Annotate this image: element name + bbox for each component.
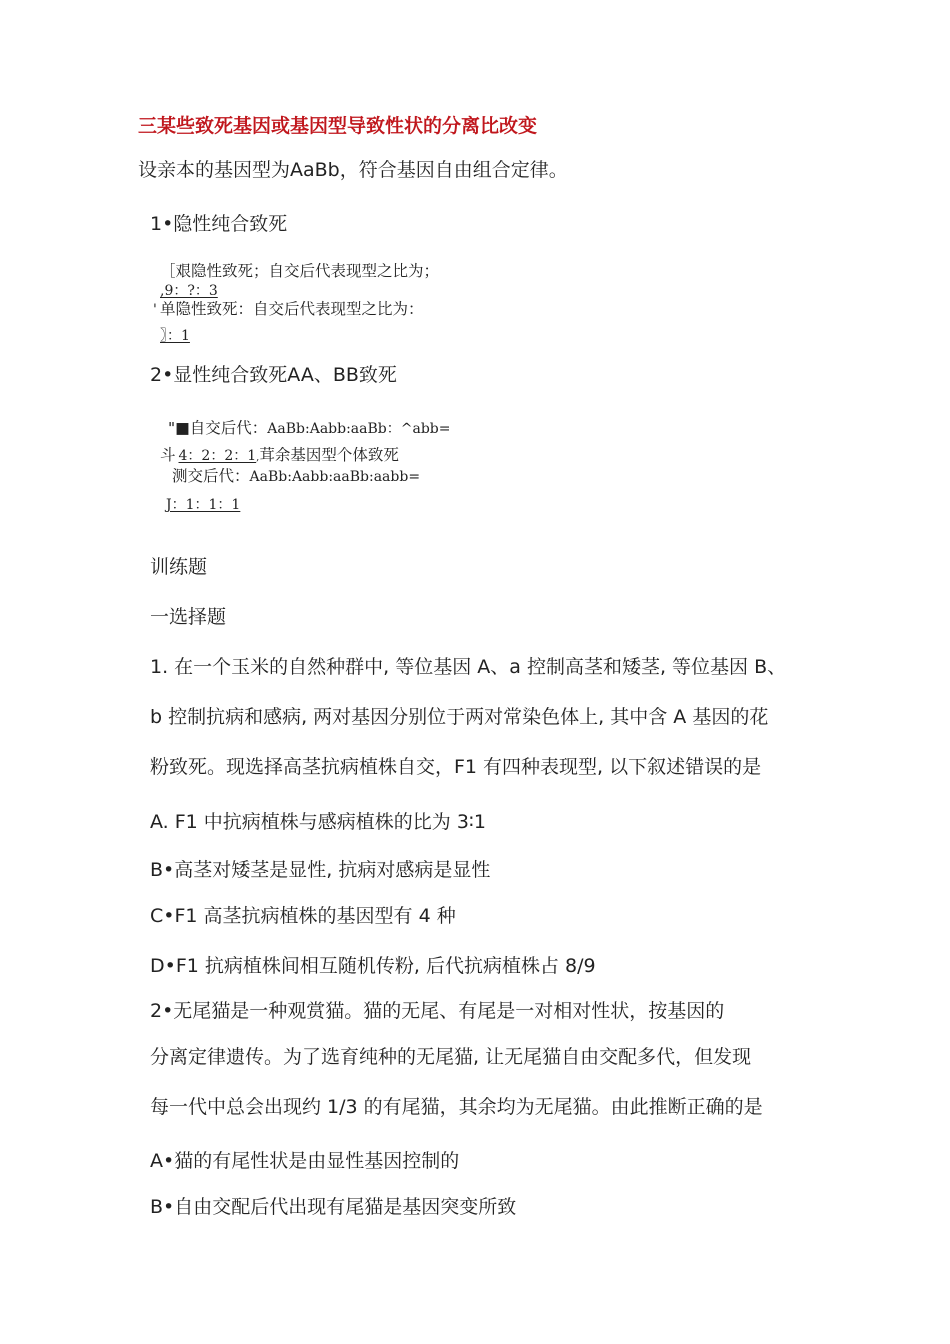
- testcross-line: [172, 468, 420, 485]
- q2-line1: 2•无尾猫是一种观赏猫。猫的无尾、有尾是一对相对性状，按基因的: [150, 1000, 725, 1022]
- selfcross-formula: AaBb:Aabb:aaBb：^abb=: [267, 421, 451, 437]
- section-heading: 三某些致死基因或基因型导致性状的分离比改变: [138, 115, 538, 137]
- q1-option-c: C•F1 高茎抗病植株的基因型有 4 种: [150, 905, 456, 927]
- q1-option-a: A. F1 中抗病植株与感病植株的比为 3∶1: [150, 811, 486, 833]
- choice-title: 一选择题: [150, 606, 227, 628]
- q2-option-a: A•猫的有尾性状是由显性基因控制的: [150, 1150, 460, 1172]
- intro-text: 设亲本的基因型为AaBb，符合基因自由组合定律。: [138, 159, 568, 181]
- training-title: 训练题: [150, 556, 208, 578]
- selfcross-ratio-line: [160, 447, 399, 464]
- q1-line1: 1. 在一个玉米的自然种群中, 等位基因 A、a 控制高茎和矮茎, 等位基因 B、: [150, 656, 787, 678]
- double-recessive-ratio: ,9：?：3: [160, 283, 218, 299]
- section2-title: 2•显性纯合致死AA、BB致死: [150, 364, 397, 386]
- q1-line3: 粉致死。现选择高茎抗病植株自交，F1 有四种表现型, 以下叙述错误的是: [150, 756, 762, 778]
- testcross-formula: AaBb:Aabb:aaBb:aabb=: [249, 469, 421, 485]
- selfcross-ratio: 4：2：2：1: [178, 448, 257, 464]
- selfcross-prefix: "■自交后代：: [168, 419, 268, 437]
- q2-option-b: B•自由交配后代出现有尾猫是基因突变所致: [150, 1196, 517, 1218]
- q2-line3: 每一代中总会出现约 1/3 的有尾猫，其余均为无尾猫。由此推断正确的是: [150, 1096, 763, 1118]
- single-recessive-ratio: 〗：1: [160, 328, 190, 344]
- single-recessive-label: 单隐性致死：自交后代表现型之比为：: [160, 300, 424, 318]
- section1-title: 1•隐性纯合致死: [150, 213, 288, 235]
- q1-option-d: D•F1 抗病植株间相互随机传粉, 后代抗病植株占 8/9: [150, 955, 596, 977]
- double-recessive-label: ［艰隐性致死；自交后代表现型之比为；: [160, 262, 440, 280]
- testcross-ratio: J：1：1：1: [166, 497, 241, 513]
- selfcross-separator: ,: [256, 452, 260, 463]
- selfcross-note: 茸余基因型个体致死: [259, 446, 399, 464]
- q2-line2: 分离定律遗传。为了选育纯种的无尾猫, 让无尾猫自由交配多代，但发现: [150, 1046, 752, 1068]
- q1-line2: b 控制抗病和感病, 两对基因分别位于两对常染色体上, 其中含 A 基因的花: [150, 706, 769, 728]
- selfcross-line: [168, 420, 450, 437]
- single-recessive-mark: ': [153, 302, 157, 318]
- testcross-prefix: 测交后代：: [172, 467, 250, 485]
- selfcross-mark: 斗: [160, 446, 176, 464]
- q1-option-b: B•高茎对矮茎是显性, 抗病对感病是显性: [150, 859, 491, 881]
